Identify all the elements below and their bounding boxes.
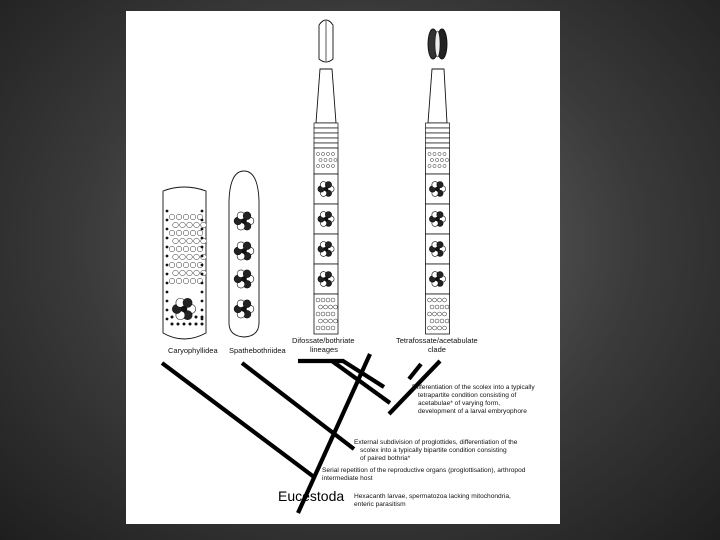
taxon-label-tetrafossate-line2: clade <box>428 345 446 354</box>
egg-dot <box>445 305 449 309</box>
vitelline-dot <box>201 300 204 303</box>
egg-dot <box>169 246 175 252</box>
egg-dot <box>321 164 324 167</box>
branch-caryophyllidea <box>162 363 314 477</box>
egg-dot <box>321 298 325 302</box>
vitelline-dot <box>201 228 204 231</box>
organ-center <box>241 276 247 282</box>
note-external-line1: External subdivision of proglottides, differentiation of the <box>354 439 518 446</box>
egg-dot <box>438 164 441 167</box>
egg-dot <box>183 230 189 236</box>
vitelline-dot <box>166 282 169 285</box>
vitelline-dot <box>171 316 174 319</box>
caryophyllidea-illustration <box>163 187 206 339</box>
egg-dot <box>445 158 448 161</box>
vitelline-dot <box>171 323 174 326</box>
egg-dot <box>187 238 193 244</box>
vitelline-dot <box>195 316 198 319</box>
egg-dot <box>331 312 335 316</box>
neck-ring <box>314 128 338 133</box>
root-label-eucestoda: Eucestoda <box>278 488 345 504</box>
tetrafossate-illustration <box>426 29 450 334</box>
vitelline-dot <box>201 210 204 213</box>
node-note-external <box>354 439 518 462</box>
vitelline-dot <box>189 323 192 326</box>
egg-dot <box>319 319 323 323</box>
branch-difossate-inner <box>332 361 390 403</box>
note-serial-line2: intermediate host <box>322 475 373 482</box>
egg-dot <box>430 158 433 161</box>
cestode-cladogram <box>126 11 560 524</box>
egg-dot <box>321 326 325 330</box>
egg-dot <box>316 312 320 316</box>
vitelline-dot <box>201 282 204 285</box>
egg-dot <box>433 152 436 155</box>
taxon-label-caryophyllidea: Caryophyllidea <box>168 346 218 355</box>
vitelline-dot <box>201 237 204 240</box>
organ-center <box>241 248 247 254</box>
egg-dot <box>173 238 179 244</box>
egg-dot <box>180 238 186 244</box>
spathebothriidea-illustration <box>229 171 259 337</box>
egg-dot <box>180 270 186 276</box>
egg-dot <box>334 158 337 161</box>
organ-center <box>324 247 329 252</box>
egg-dot <box>445 319 449 323</box>
neck-ring <box>314 133 338 138</box>
egg-dot <box>187 254 193 260</box>
egg-dot <box>190 262 196 268</box>
egg-dot <box>319 158 322 161</box>
neck-ring <box>314 143 338 148</box>
egg-dot <box>326 152 329 155</box>
egg-dot <box>316 152 319 155</box>
reproductive-organ-cluster <box>429 182 445 197</box>
egg-dot <box>329 305 333 309</box>
egg-dot <box>176 262 182 268</box>
organ-center <box>435 217 440 222</box>
egg-dot <box>173 222 179 228</box>
note-scolex-line1: Differentiation of the scolex into a typically <box>412 384 535 391</box>
vitelline-dot <box>201 309 204 312</box>
egg-dot <box>440 319 444 323</box>
egg-dot <box>329 319 333 323</box>
egg-dot <box>180 254 186 260</box>
vitelline-dot <box>195 323 198 326</box>
egg-dot <box>197 230 203 236</box>
vitelline-dot <box>201 255 204 258</box>
egg-dot <box>176 246 182 252</box>
egg-dot <box>443 326 447 330</box>
reproductive-organ-cluster <box>318 212 334 227</box>
egg-dot <box>428 298 432 302</box>
vitelline-dot <box>166 309 169 312</box>
reproductive-organ-cluster <box>234 300 254 318</box>
egg-dot <box>430 319 434 323</box>
organ-center <box>324 217 329 222</box>
egg-dot <box>430 305 434 309</box>
egg-dot <box>334 305 338 309</box>
note-root-line1: Hexacanth larvae, spermatozoa lacking mitochondria, <box>354 493 511 500</box>
egg-dot <box>316 298 320 302</box>
egg-dot <box>176 214 182 220</box>
vitelline-dot <box>166 255 169 258</box>
reproductive-organ-cluster <box>172 298 195 319</box>
note-scolex-line4: development of a larval embryophore <box>418 408 527 415</box>
egg-dot <box>316 164 319 167</box>
taxon-label-tetrafossate: Tetrafossate/acetabulate <box>396 336 478 345</box>
egg-dot <box>433 298 437 302</box>
vitelline-dot <box>201 264 204 267</box>
egg-dot <box>433 164 436 167</box>
vitelline-dot <box>166 264 169 267</box>
egg-dot <box>194 270 200 276</box>
egg-dot <box>180 222 186 228</box>
organ-center <box>324 187 329 192</box>
reproductive-organ-cluster <box>318 182 334 197</box>
vitelline-dot <box>166 273 169 276</box>
vitelline-dot <box>201 273 204 276</box>
egg-dot <box>169 230 175 236</box>
vitelline-dot <box>166 291 169 294</box>
vitelline-dot <box>166 210 169 213</box>
egg-dot <box>176 230 182 236</box>
organ-center <box>324 277 329 282</box>
node-note-scolex <box>412 384 535 415</box>
egg-dot <box>438 312 442 316</box>
egg-dot <box>326 164 329 167</box>
egg-dot <box>169 278 175 284</box>
vitelline-dot <box>201 246 204 249</box>
egg-dot <box>331 152 334 155</box>
egg-dot <box>201 222 207 228</box>
neck-ring <box>426 123 450 128</box>
egg-dot <box>326 326 330 330</box>
reproductive-organ-cluster <box>429 212 445 227</box>
egg-dot <box>190 230 196 236</box>
egg-dot <box>324 158 327 161</box>
node-note-serial <box>322 467 526 482</box>
egg-dot <box>190 214 196 220</box>
egg-dot <box>443 164 446 167</box>
note-scolex-line2: tetrapartite condition consisting of <box>418 392 517 399</box>
organ-center <box>435 247 440 252</box>
egg-dot <box>443 312 447 316</box>
neck-ring <box>426 128 450 133</box>
note-external-line2: scolex into a typically bipartite condition consisting <box>360 447 507 454</box>
egg-dot <box>316 326 320 330</box>
organ-center <box>435 277 440 282</box>
note-root-line2: enteric parasitism <box>354 501 406 508</box>
vitelline-dot <box>166 237 169 240</box>
egg-dot <box>433 326 437 330</box>
neck-ring <box>426 138 450 143</box>
egg-dot <box>433 312 437 316</box>
egg-dot <box>435 319 439 323</box>
egg-dot <box>194 238 200 244</box>
taxon-label-spathebothriidea: Spathebothriidea <box>229 346 286 355</box>
egg-dot <box>428 164 431 167</box>
egg-dot <box>326 298 330 302</box>
egg-dot <box>190 278 196 284</box>
reproductive-organ-cluster <box>429 272 445 287</box>
note-scolex-line3: acetabulae* of varying form, <box>418 400 501 407</box>
reproductive-organ-cluster <box>318 272 334 287</box>
egg-dot <box>194 254 200 260</box>
taxon-label-difossate: Difossate/bothriate <box>292 336 355 345</box>
organ-center <box>241 306 247 312</box>
egg-dot <box>321 152 324 155</box>
vitelline-dot <box>183 323 186 326</box>
egg-dot <box>428 152 431 155</box>
reproductive-organ-cluster <box>234 270 254 288</box>
egg-dot <box>428 326 432 330</box>
egg-dot <box>169 214 175 220</box>
vitelline-dot <box>177 323 180 326</box>
egg-dot <box>438 152 441 155</box>
note-external-line3: of paired bothria* <box>360 455 411 462</box>
egg-dot <box>438 326 442 330</box>
neck-ring <box>426 133 450 138</box>
egg-dot <box>176 278 182 284</box>
egg-dot <box>319 305 323 309</box>
vitelline-dot <box>201 316 204 319</box>
organ-center <box>181 306 188 313</box>
branch-difossate <box>298 361 384 387</box>
egg-dot <box>428 312 432 316</box>
egg-dot <box>435 158 438 161</box>
egg-dot <box>173 270 179 276</box>
egg-dot <box>443 298 447 302</box>
node-note-root <box>354 493 511 508</box>
neck-ring <box>314 123 338 128</box>
vitelline-dot <box>201 219 204 222</box>
egg-dot <box>187 270 193 276</box>
reproductive-organ-cluster <box>234 242 254 260</box>
egg-dot <box>329 158 332 161</box>
note-serial-line1: Serial repetition of the reproductive organs (proglottisation), arthropod <box>322 467 526 474</box>
branch-tetrafossate-outer <box>409 364 421 379</box>
vitelline-dot <box>166 318 169 321</box>
vitelline-dot <box>166 300 169 303</box>
figure-panel <box>126 11 560 524</box>
reproductive-organ-cluster <box>234 212 254 230</box>
egg-dot <box>334 319 338 323</box>
egg-dot <box>183 214 189 220</box>
egg-dot <box>190 246 196 252</box>
egg-dot <box>438 298 442 302</box>
egg-dot <box>331 326 335 330</box>
vitelline-dot <box>166 219 169 222</box>
egg-dot <box>321 312 325 316</box>
egg-dot <box>324 305 328 309</box>
vitelline-dot <box>201 323 204 326</box>
egg-dot <box>187 222 193 228</box>
egg-dot <box>173 254 179 260</box>
reproductive-organ-cluster <box>318 242 334 257</box>
neck-ring <box>426 143 450 148</box>
egg-dot <box>194 222 200 228</box>
egg-dot <box>183 246 189 252</box>
egg-dot <box>440 158 443 161</box>
vitelline-dot <box>166 228 169 231</box>
neck-ring <box>314 138 338 143</box>
egg-dot <box>169 262 175 268</box>
organ-center <box>241 218 247 224</box>
egg-dot <box>435 305 439 309</box>
difossate-illustration <box>314 20 338 334</box>
taxon-label-difossate-line2: lineages <box>310 345 338 354</box>
egg-dot <box>331 164 334 167</box>
egg-dot <box>183 262 189 268</box>
egg-dot <box>326 312 330 316</box>
egg-dot <box>324 319 328 323</box>
egg-dot <box>443 152 446 155</box>
organ-center <box>435 187 440 192</box>
reproductive-organ-cluster <box>429 242 445 257</box>
egg-dot <box>183 278 189 284</box>
vitelline-dot <box>201 291 204 294</box>
egg-dot <box>440 305 444 309</box>
egg-dot <box>331 298 335 302</box>
vitelline-dot <box>166 246 169 249</box>
